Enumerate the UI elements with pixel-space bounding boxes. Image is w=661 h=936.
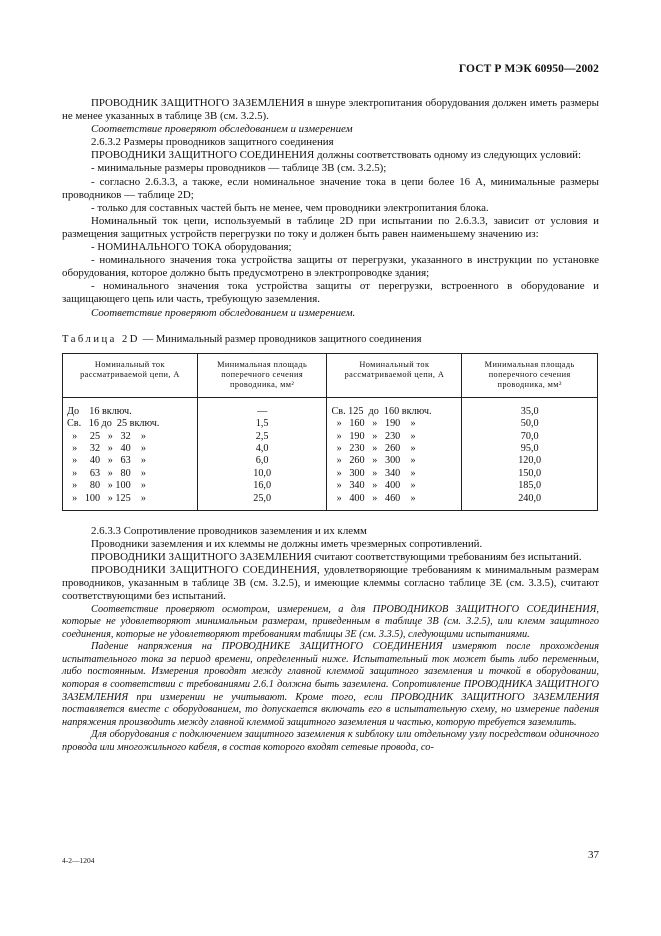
paragraph: - согласно 2.6.3.3, а также, если номинальное значение тока в цепи более 16 А, минимальные размеры проводников — таблице 2D; [62,175,599,201]
header-area-2: Минимальная площадь поперечного сечения проводника, мм² [462,353,598,397]
table-body-row [63,397,598,510]
paragraph: Проводники заземления и их клеммы не должны иметь чрезмерных сопротивлений. [91,538,483,551]
top-paragraphs [62,97,599,320]
paragraph: ПРОВОДНИКИ ЗАЩИТНОГО СОЕДИНЕНИЯ должны соответствовать одному из следующих условий: [91,149,582,162]
paragraph: Соответствие проверяют осмотром, измерением, а для ПРОВОДНИКОВ ЗАЩИТНОГО СОЕДИНЕНИЯ, которые не удовлетворяют минимальным размерам, приведенным в таблице 3В (см. 3.2.5), или клемм защитного соединения, которые не удовлетворяют требованиям таблицы 3Е (см. 3.3.5), следующими испытаниями. [62,603,599,640]
table-caption-label: Таблица 2D [62,333,140,345]
paragraph: ПРОВОДНИКИ ЗАЩИТНОГО ЗАЗЕМЛЕНИЯ считают соответствующими требованиям без испытаний. [91,551,582,564]
paragraph: Для оборудования с подключением защитного заземления к subблоку или отдельному узлу посредством одиночного провода или многожильного кабеля, в состав которого входят сетевые провода, со- [62,729,599,754]
paragraph: ПРОВОДНИК ЗАЩИТНОГО ЗАЗЕМЛЕНИЯ в шнуре электропитания оборудования должен иметь размеры не менее указанных в таблице 3В (см. 3.2.5). [62,97,599,123]
paragraph: - номинального значения тока устройства защиты от перегрузки, встроенного в оборудование и защищающего цепь или часть, требующую заземления. [62,280,599,306]
bottom-paragraphs [62,525,599,755]
page-number: 37 [588,849,599,861]
paragraph: Номинальный ток цепи, используемый в таблице 2D при испытании по 2.6.3.3, зависит от условия и размещения защитных устройств перегрузки по току и должен быть равен наименьшему значению из: [62,214,599,240]
paragraph: 2.6.3.2 Размеры проводников защитного соединения [91,136,334,149]
paragraph: - минимальные размеры проводников — таблице 3В (см. 3.2.5); [91,162,387,175]
current-ranges-right: Св. 125 до 160 включ. » 160 » 190 » » 190 » 230 » » 230 » 260 » » 260 » 300 » » 300 » 340 » » 340 » 400 » » 400 » 460 » [331,405,432,504]
table-header-row [63,353,598,397]
paragraph: Соответствие проверяют обследованием и измерением. [91,306,356,319]
table-caption [62,333,599,346]
table-caption-text: — Минимальный размер проводников защитного соединения [139,333,422,345]
document-body [62,97,599,755]
header-area-1: Минимальная площадь поперечного сечения проводника, мм² [197,353,327,397]
table-2d [62,353,598,511]
current-ranges-left: До 16 включ. Св. 16 до 25 включ. » 25 » 32 » » 32 » 40 » » 40 » 63 » » 63 » 80 » » 80 » 100 » » 100 » 125 » [67,405,160,504]
print-code: 4-2—1204 [62,856,95,865]
areas-left: — 1,5 2,5 4,0 6,0 10,0 16,0 25,0 [253,405,272,504]
standard-header: ГОСТ Р МЭК 60950—2002 [458,63,599,75]
paragraph: ПРОВОДНИКИ ЗАЩИТНОГО СОЕДИНЕНИЯ, удовлетворяющие требованиям к минимальным размерам проводников, указанным в таблице 3В (см. 3.2.5), и имеющие клеммы согласно таблице 3Е (см. 3.3.5), считают соответствующими без испытаний. [62,564,599,603]
paragraph: - НОМИНАЛЬНОГО ТОКА оборудования; [91,241,292,254]
paragraph: - номинального значения тока устройства защиты от перегрузки, указанного в инструкции по установке оборудования, которое должно быть предусмотрено в электропроводке здания; [62,254,599,280]
header-current-2: Номинальный ток рассматриваемой цепи, А [327,353,462,397]
paragraph: 2.6.3.3 Сопротивление проводников заземления и их клемм [91,524,367,537]
paragraph: Падение напряжения на ПРОВОДНИКЕ ЗАЩИТНОГО СОЕДИНЕНИЯ измеряют после прохождения испытательного тока за период времени, определенный ниже. Испытательный ток может быть либо переменным, либо постоянным. Измерения проводят между главной клеммой защитного заземления и точкой в оборудовании, которая в соответствии с требованиями 2.6.1 должна быть заземлена. Сопротивление ПРОВОДНИКА ЗАЩИТНОГО ЗАЗЕМЛЕНИЯ при измерении не учитывают. Кроме того, если ПРОВОДНИК ЗАЩИТНОГО ЗАЗЕМЛЕНИЯ поставляется вместе с оборудованием, то допускается включать его в испытательную схему, но измерение падения напряжения производить между главной клеммой защитного заземления и частью, которую требуется заземлить. [62,641,599,728]
paragraph: - только для составных частей быть не менее, чем проводники электропитания блока. [91,201,489,214]
areas-right: 35,0 50,0 70,0 95,0 120,0 150,0 185,0 240,0 [518,405,542,504]
header-current-1: Номинальный ток рассматриваемой цепи, А [63,353,198,397]
paragraph: Соответствие проверяют обследованием и измерением [91,123,353,136]
